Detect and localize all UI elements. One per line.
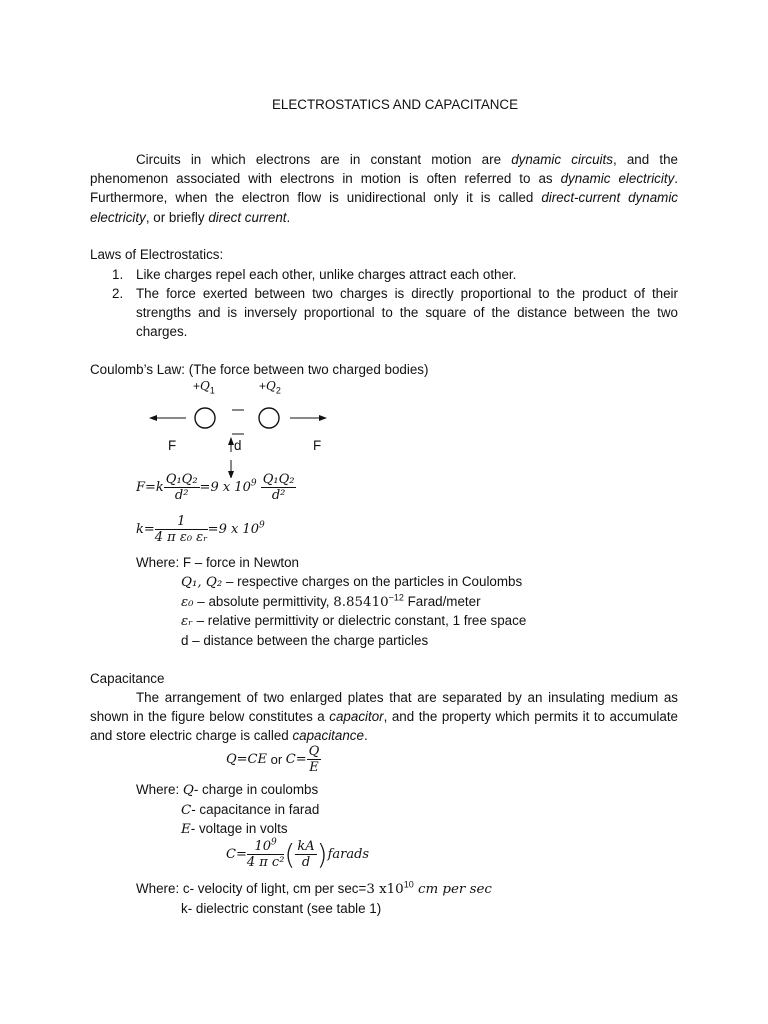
coulomb-equation: F=k $\frac{\text{Q₁Q₂}}{\text{d²}}$ =9 x $10^9$ $\frac{\text{Q₁Q₂}}{\text{d²}}$ [136,472,295,503]
charge-circle-q1 [195,408,215,428]
where-voltage: E- voltage in volts [181,821,288,837]
where-velocity-of-light: Where: c- velocity of light, cm per sec=3 $x10^{10}$ cm per sec [136,879,492,897]
coulomb-heading: Coulomb’s Law: (The force between two charged bodies) [90,362,429,377]
where-relative-permittivity: εᵣ – relative permittivity or dielectric constant, 1 free space [181,613,527,629]
where-charges: Q₁, Q₂ – respective charges on the particles in Coulombs [181,574,523,590]
q1-label: $+Q_1$ [193,379,215,396]
capacitance-heading: Capacitance [90,671,165,686]
law-item-2: 2. The force exerted between two charges is directly proportional to the product of their strengths and is inversely proportional to the square of the distance between the two charges. [112,286,678,340]
capacitance-paragraph: The arrangement of two enlarged plates that are separated by an insulating medium as shown in the figure below constitutes a capacitor, and the property which permits it to accumulate and store electric charge is called capacitance. [90,690,678,744]
page-title: ELECTROSTATICS AND CAPACITANCE [272,97,519,112]
laws-heading: Laws of Electrostatics: [90,247,224,262]
q2-label: $+Q_2$ [259,379,281,396]
where-charge: Where: Q- charge in coulombs [136,782,319,798]
capacitance-formula: C= $\frac{10^9}{\text{4 π c²}}$ ( $\frac{kA}{d}$ )farads [226,837,370,871]
distance-label: d [234,438,242,453]
intro-paragraph: Circuits in which electrons are in constant motion are dynamic circuits, and the phenomenon associated with electrons in motion is often referred to as dynamic electricity. Furthermore, when the electron flow is unidirectional only it is called direct-current dynamic electricity, or briefly direct current. [90,152,678,225]
where-force: Where: F – force in Newton [136,555,299,570]
where-dielectric-constant: k- dielectric constant (see table 1) [181,901,382,916]
where-capacitance: C- capacitance in farad [181,802,320,818]
charge-capacitance-equation: Q=CE or C= $\frac{Q}{E}$ [226,744,320,775]
where-absolute-permittivity: ε₀ – absolute permittivity, $8.85410^{-12}$ Farad/meter [181,592,481,610]
k-constant-equation: k= $\frac{1}{\text{4 π ε₀ εᵣ}}$ =9 x $10^9$ [136,514,265,545]
force-label-right: F [313,438,322,453]
charge-circle-q2 [259,408,279,428]
force-label-left: F [168,438,177,453]
law-item-1: 1. Like charges repel each other, unlike charges attract each other. [112,267,517,282]
where-distance: d – distance between the charge particles [181,633,429,648]
